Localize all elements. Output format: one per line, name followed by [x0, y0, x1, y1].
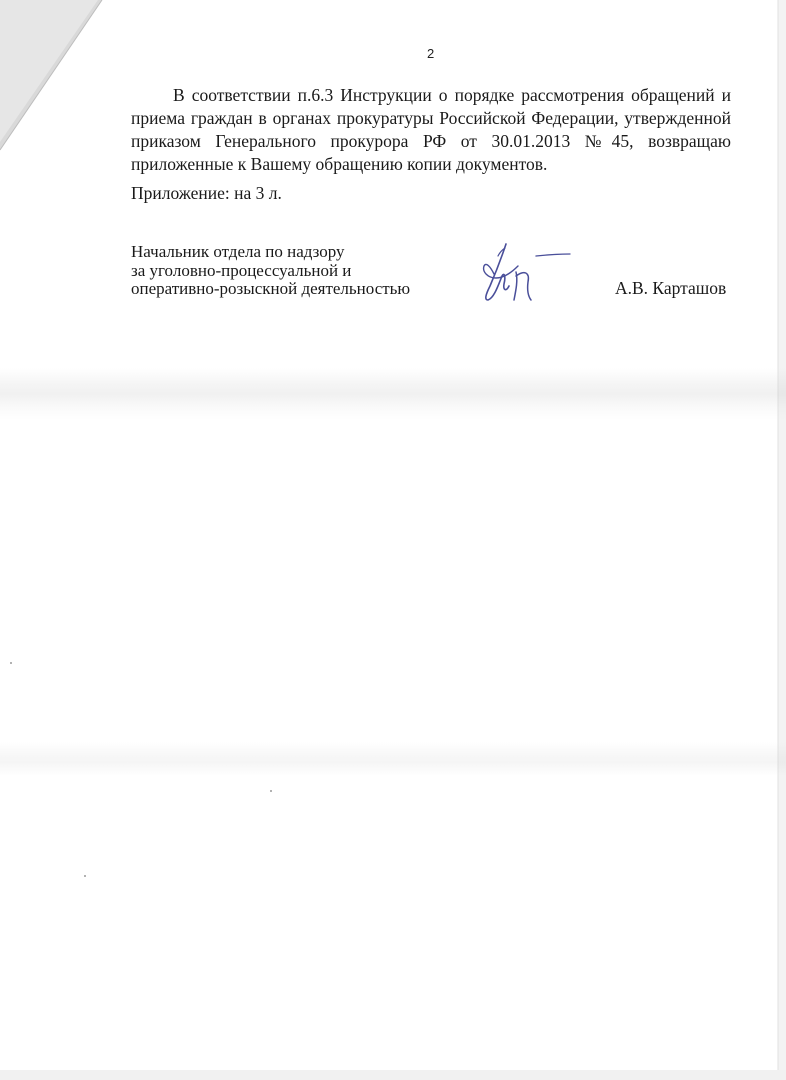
page-number: 2 [427, 46, 435, 61]
handwritten-signature [476, 236, 576, 308]
body-paragraph: В соответствии п.6.3 Инструкции о порядке рассмотрения обращений и приема граждан в органах прокуратуры Российской Федерации, утвержденной приказом Генерального прокурора РФ от 30.01.2013 №45, возвращаю приложенные к Вашему обращению копии документов. [131, 85, 731, 174]
position-line: за уголовно-процессуальной и [131, 260, 352, 280]
scan-shadow-band [0, 742, 786, 776]
signatory-name: А.В. Карташов [615, 278, 727, 298]
scan-shadow-band [0, 368, 786, 420]
scan-speck [84, 875, 86, 877]
position-line: Начальник отдела по надзору [131, 242, 345, 261]
scan-speck [270, 790, 272, 792]
attachment-line: Приложение: на 3 л. [131, 183, 282, 203]
position-line: оперативно-розыскной деятельностью [131, 279, 411, 298]
signatory-position [131, 243, 410, 299]
scan-speck [10, 662, 12, 664]
